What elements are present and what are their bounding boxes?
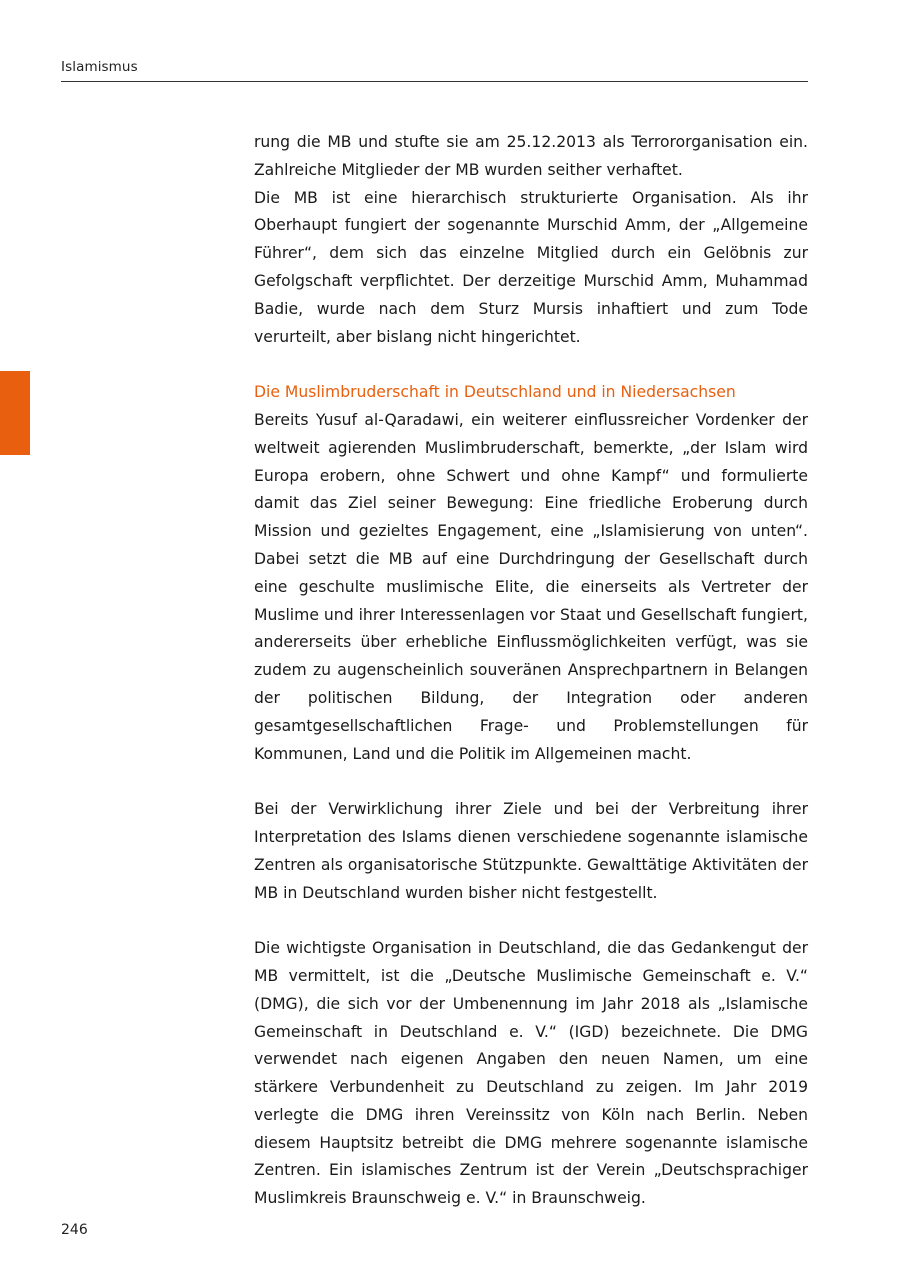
paragraph-1: rung die MB und stufte sie am 25.12.2013 als Terrororganisation ein. Zahlreiche Mitglieder der MB wurden seither verhaftet. xyxy=(254,133,808,179)
paragraph-5: Die wichtigste Organisation in Deutschland, die das Gedankengut der MB vermittelt, ist die „Deutsche Muslimische Gemeinschaft e. V.“ (DMG), die sich vor der Umbenennung im Jahr 2018 als „Islamische Gemeinschaft in Deutschland e. V.“ (IGD) bezeichnete. Die DMG verwendet nach eigenen Angaben den neuen Namen, um eine stärkere Verbundenheit zu Deutschland zu zeigen. Im Jahr 2019 verlegte die DMG ihren Vereinssitz von Köln nach Berlin. Neben diesem Hauptsitz betreibt die DMG mehrere sogenannte islamische Zentren. Ein islamisches Zentrum ist der Verein „Deutschsprachiger Muslimkreis Braunschweig e. V.“ in Braunschweig. xyxy=(254,939,808,1208)
paragraph-3: Bereits Yusuf al-Qaradawi, ein weiterer einflussreicher Vordenker der weltweit agierenden Muslimbruderschaft, bemerkte, „der Islam wird Europa erobern, ohne Schwert und ohne Kampf“ und formulierte damit das Ziel seiner Bewegung: Eine friedliche Eroberung durch Mission und gezieltes Engagement, eine „Islamisierung von unten“. Dabei setzt die MB auf eine Durchdringung der Gesellschaft durch eine geschulte muslimische Elite, die einerseits als Vertreter der Muslime und ihrer Interessenlagen vor Staat und Gesellschaft fungiert, andererseits über erhebliche Einflussmöglichkeiten verfügt, was sie zudem zu augenscheinlich souveränen Ansprechpartnern in Belangen der politischen Bildung, der Integration oder anderen gesamtgesellschaftlichen Frage- und Problemstellungen für Kommunen, Land und die Politik im Allgemeinen macht. xyxy=(254,410,808,763)
page-number: 246 xyxy=(61,1222,88,1238)
header-divider xyxy=(61,81,808,82)
running-header-title: Islamismus xyxy=(61,59,138,75)
paragraph-4: Bei der Verwirklichung ihrer Ziele und bei der Verbreitung ihrer Interpretation des Islams dienen verschiedene sogenannte islamische Zentren als organisatorische Stützpunkte. Gewalttätige Aktivitäten der MB in Deutschland wurden bisher nicht festgestellt. xyxy=(254,800,808,902)
section-heading: Die Muslimbruderschaft in Deutschland und in Niedersachsen xyxy=(254,383,736,402)
chapter-side-tab xyxy=(0,371,30,455)
paragraph-2: Die MB ist eine hierarchisch strukturierte Organisation. Als ihr Oberhaupt fungiert der sogenannte Murschid Amm, der „Allgemeine Führer“, dem sich das einzelne Mitglied durch ein Gelöbnis zur Gefolgschaft verpflichtet. Der derzeitige Murschid Amm, Muhammad Badie, wurde nach dem Sturz Mursis inhaftiert und zum Tode verurteilt, aber bislang nicht hingerichtet. xyxy=(254,188,808,346)
main-text-column xyxy=(254,129,808,1213)
